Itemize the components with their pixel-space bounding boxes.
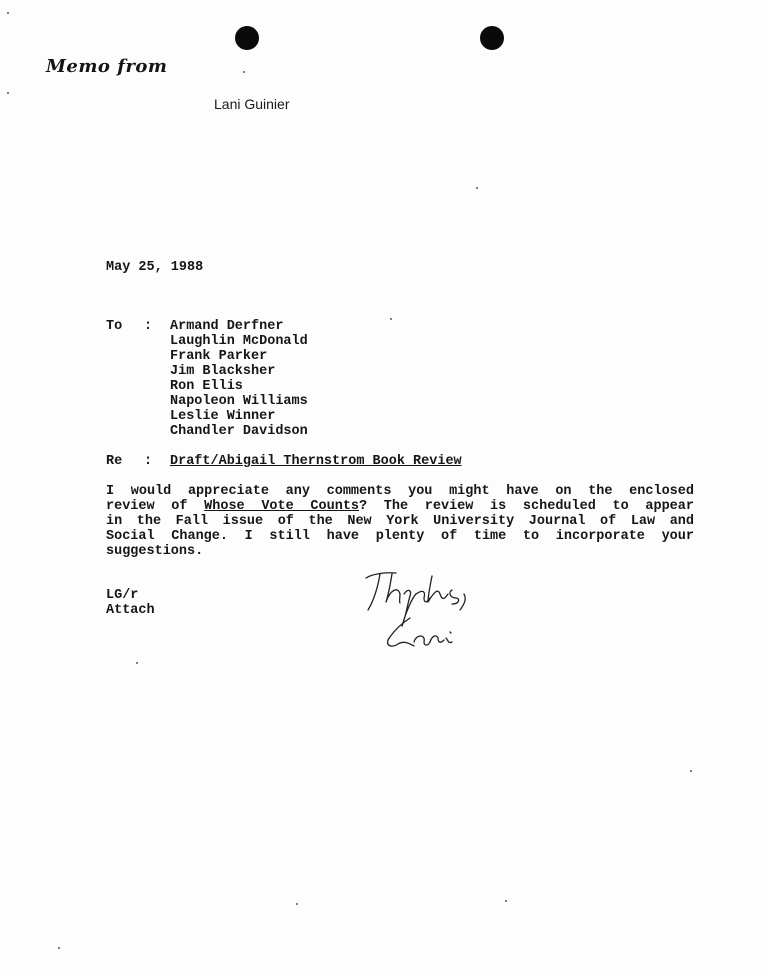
body-line-1: I would appreciate any comments you might have on the enclosed [106,484,694,499]
paper-speck [690,770,692,772]
attachment-note: Attach [106,603,155,618]
recipient: Napoleon Williams [170,394,308,409]
to-label: To [106,319,123,334]
body-line-5: suggestions. [106,544,204,559]
recipient: Laughlin McDonald [170,334,308,349]
to-colon: : [144,319,153,334]
paper-speck [505,900,507,902]
memo-date: May 25, 1988 [106,260,204,275]
body-line-2-start: review of [106,499,188,514]
punch-hole-right [480,26,504,50]
typist-initials: LG/r [106,588,139,603]
recipient: Leslie Winner [170,409,276,424]
body-line-2 [106,499,694,514]
re-label: Re [106,454,123,469]
body-line-3: in the Fall issue of the New York University Journal of Law and [106,514,694,529]
body-line-4: Social Change. I still have plenty of time to incorporate your [106,529,694,544]
handwritten-signature [352,560,512,660]
letterhead-name: Lani Guinier [214,96,290,112]
paper-speck [390,318,392,320]
book-title: Whose Vote Counts [204,499,360,514]
recipient: Ron Ellis [170,379,243,394]
paper-speck [7,92,9,94]
paper-speck [7,12,9,14]
memo-body [106,484,694,559]
paper-speck [476,187,478,189]
paper-speck [136,662,138,664]
re-colon: : [144,454,153,469]
body-line-2-end: ? The review is scheduled to appear [359,499,694,514]
punch-hole-left [235,26,259,50]
paper-speck [58,947,60,949]
recipient: Armand Derfner [170,319,284,334]
paper-speck [243,71,245,73]
recipient-list [170,319,308,439]
recipient: Chandler Davidson [170,424,308,439]
recipient: Jim Blacksher [170,364,276,379]
subject-line: Draft/Abigail Thernstrom Book Review [170,454,462,469]
recipient: Frank Parker [170,349,268,364]
paper-speck [296,903,298,905]
memo-from-heading: Memo from [46,56,168,77]
